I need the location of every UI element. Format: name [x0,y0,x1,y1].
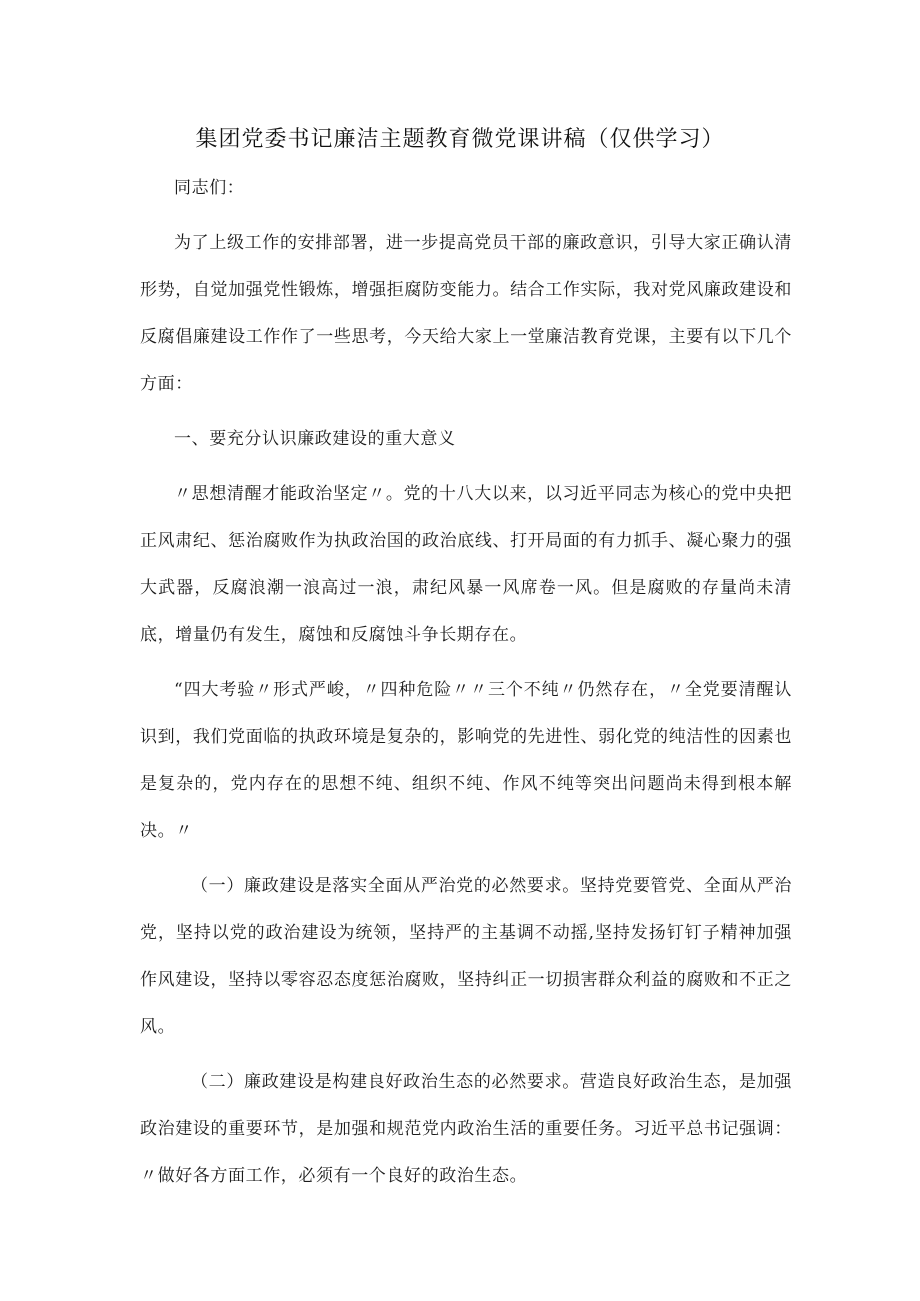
spacer [140,212,792,220]
spacer [140,855,792,863]
spacer [140,659,792,667]
spacer [140,463,792,471]
section-heading-1: 一、要充分认识廉政建设的重大意义 [174,429,456,449]
salutation: 同志们： [174,178,245,198]
paragraph-political-clarity: 〃思想清醒才能政治坚定〃。党的十八大以来，以习近平同志为核心的党中央把正风肃纪、惩治腐败作为执政治国的政治底线、打开局面的有力抓手、凝心聚力的强大武器，反腐浪潮一浪高过一浪，肃纪风暴一风席卷一风。但是腐败的存量尚未清底，增量仍有发生，腐蚀和反腐蚀斗争长期存在。 [140,484,792,645]
spacer [140,408,792,416]
spacer [140,1051,792,1059]
paragraph-intro: 为了上级工作的安排部署，进一步提高党员干部的廉政意识，引导大家正确认清形势，自觉加强党性锻炼，增强拒腐防变能力。结合工作实际，我对党风廉政建设和反腐倡廉建设工作作了一些思考，今天给大家上一堂廉洁教育党课，主要有以下几个方面： [140,233,792,394]
document-title: 集团党委书记廉洁主题教育微党课讲稿（仅供学习） [195,127,725,152]
document-body [140,165,792,1200]
paragraph-four-tests: “四大考验〃形式严峻，〃四种危险〃〃三个不纯〃仍然存在，〃全党要清醒认识到，我们党面临的执政环境是复杂的，影响党的先进性、弱化党的纯洁性的因素也是复杂的，党内存在的思想不纯、组织不纯、作风不纯等突出问题尚未得到根本解决。〃 [140,680,792,841]
paragraph-subsection-2: （二）廉政建设是构建良好政治生态的必然要求。营造良好政治生态，是加强政治建设的重要环节，是加强和规范党内政治生活的重要任务。习近平总书记强调：〃做好各方面工作，必须有一个良好的政治生态。 [140,1072,792,1186]
paragraph-subsection-1: （一）廉政建设是落实全面从严治党的必然要求。坚持党要管党、全面从严治党，坚持以党的政治建设为统领，坚持严的主基调不动摇,坚持发扬钉钉子精神加强作风建设，坚持以零容忍态度惩治腐败，坚持纠正一切损害群众利益的腐败和不正之风。 [140,876,792,1037]
